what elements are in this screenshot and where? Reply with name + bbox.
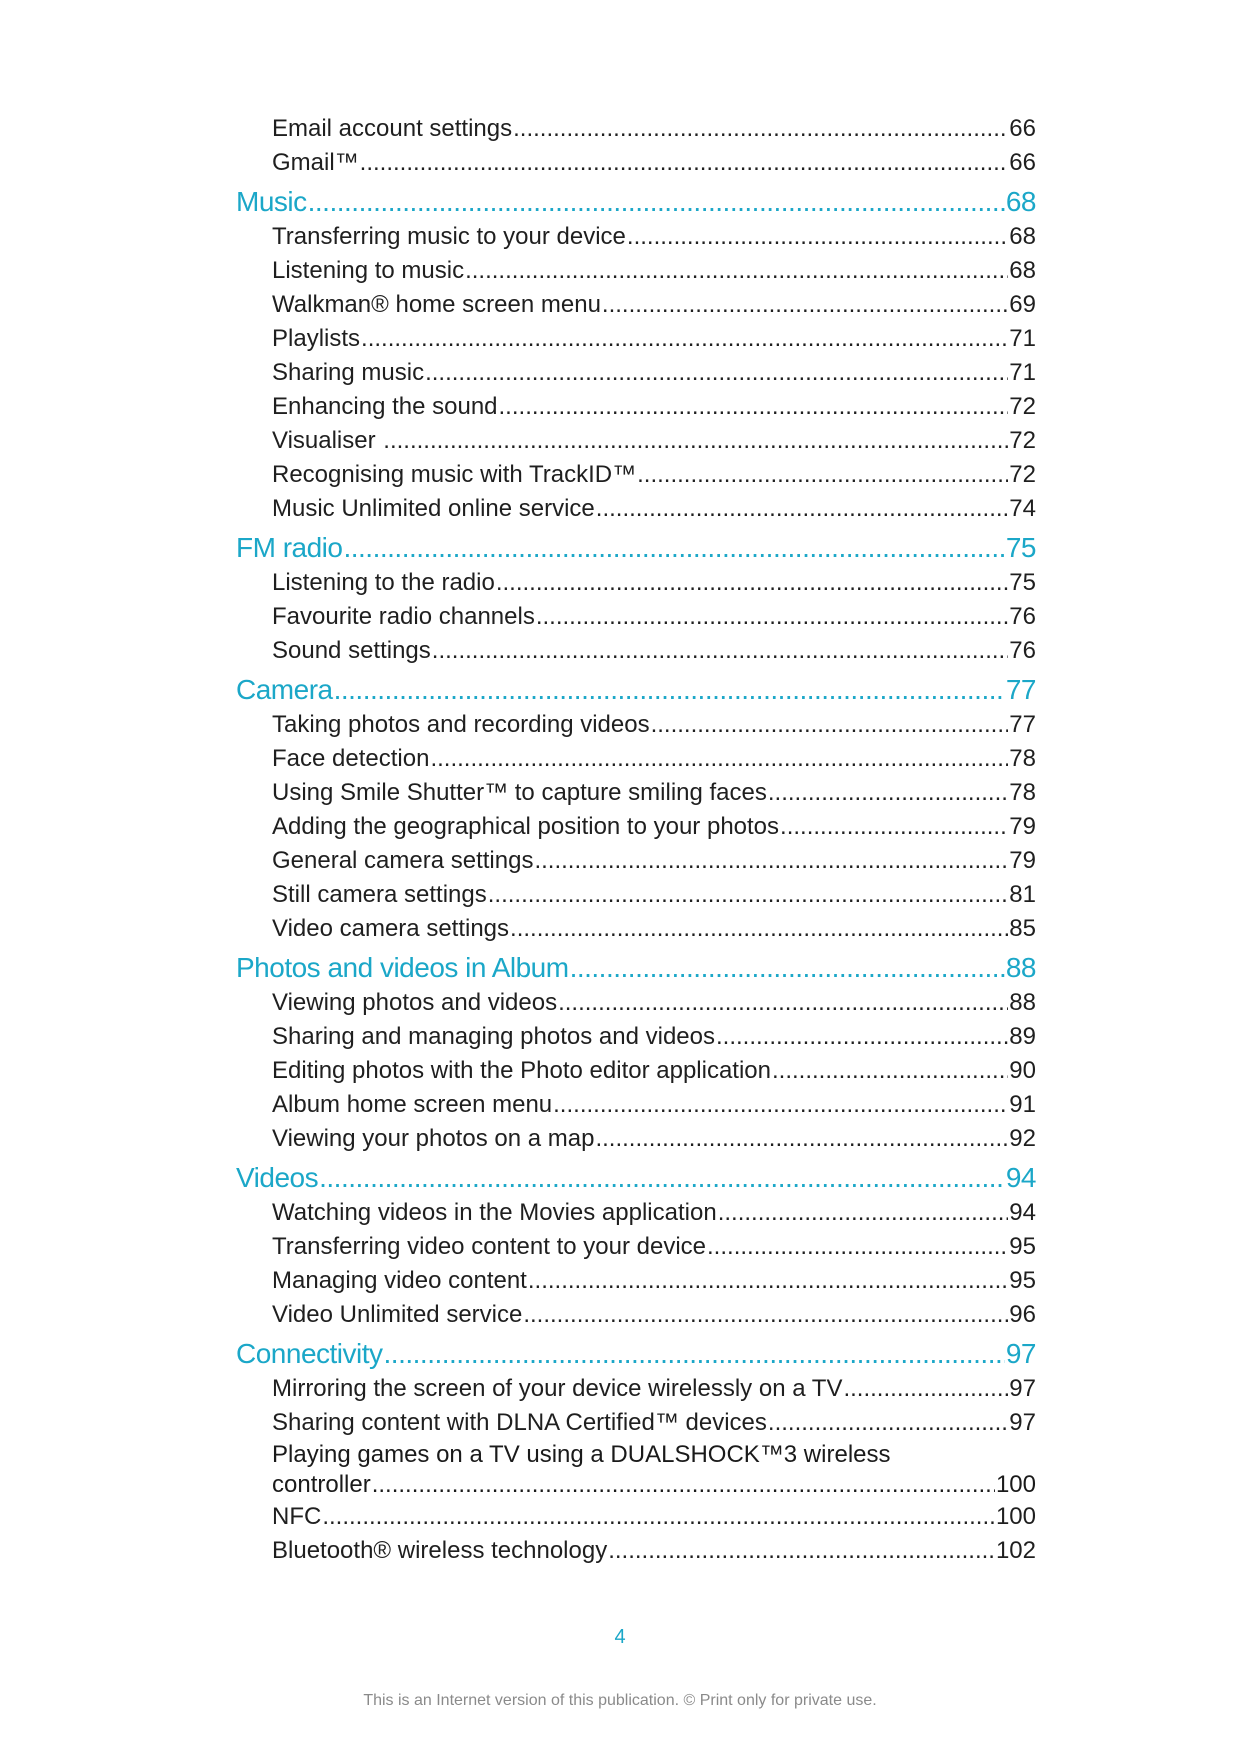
toc-section-connectivity[interactable]: [236, 1336, 1036, 1372]
toc-section-album[interactable]: [236, 950, 1036, 986]
dot-leader: [536, 600, 1008, 634]
toc-entry[interactable]: [236, 254, 1036, 288]
toc-entry-gmail[interactable]: [236, 146, 1036, 180]
toc-entry-page: 74: [1009, 495, 1036, 522]
toc-section-page: 68: [1005, 186, 1036, 217]
toc-entry-title: Still camera settings: [272, 881, 487, 908]
toc-entry-page: 91: [1009, 1091, 1036, 1118]
dot-leader: [768, 1406, 1008, 1440]
toc-entry-title: Sharing music: [272, 359, 425, 386]
toc-entry[interactable]: [236, 1372, 1036, 1406]
toc-entry-title: Taking photos and recording videos: [272, 711, 650, 738]
toc-entry-page: 79: [1009, 847, 1036, 874]
toc-entry-page: 77: [1009, 711, 1036, 738]
toc-entry-page: 95: [1009, 1233, 1036, 1260]
toc-entry-page: 85: [1009, 915, 1036, 942]
dot-leader: [510, 912, 1008, 946]
footer-notice: This is an Internet version of this publication. © Print only for private use.: [363, 1692, 877, 1709]
dot-leader: [496, 566, 1008, 600]
toc-entry-page: 79: [1009, 813, 1036, 840]
dot-leader: [528, 1264, 1008, 1298]
dot-leader: [707, 1230, 1008, 1264]
dot-leader: [361, 322, 1008, 356]
toc-entry[interactable]: [236, 810, 1036, 844]
toc-entry-page: 100: [995, 1471, 1036, 1498]
table-of-contents: [236, 112, 1036, 1568]
toc-entry-page: 66: [1009, 115, 1036, 142]
dot-leader: [718, 1196, 1009, 1230]
toc-entry-page: 75: [1009, 569, 1036, 596]
toc-entry[interactable]: [236, 322, 1036, 356]
toc-entry-page: 71: [1009, 359, 1036, 386]
dot-leader: [716, 1020, 1008, 1054]
toc-section-page: 94: [1005, 1162, 1036, 1193]
toc-entry-title: Favourite radio channels: [272, 603, 535, 630]
toc-section-title: Videos: [236, 1162, 319, 1193]
toc-section-title: Photos and videos in Album: [236, 952, 569, 983]
toc-entry[interactable]: [236, 776, 1036, 810]
dot-leader: [843, 1372, 1008, 1406]
toc-entry-title: Viewing your photos on a map: [272, 1125, 595, 1152]
toc-entry-title: Sharing and managing photos and videos: [272, 1023, 715, 1050]
toc-entry[interactable]: [236, 1500, 1036, 1534]
dot-leader: [637, 458, 1008, 492]
toc-section-music[interactable]: [236, 184, 1036, 220]
toc-entry-page: 72: [1009, 461, 1036, 488]
toc-entry-wrapped[interactable]: [236, 1440, 1036, 1500]
toc-section-page: 77: [1005, 674, 1036, 705]
toc-entry-page: 76: [1009, 637, 1036, 664]
dot-leader: [372, 1470, 995, 1500]
toc-entry-title: Email account settings: [272, 115, 513, 142]
toc-entry-title-line2: controller: [272, 1471, 371, 1498]
toc-entry-title: Gmail™: [272, 149, 359, 176]
toc-entry-page: 78: [1009, 779, 1036, 806]
toc-entry-title: Listening to music: [272, 257, 465, 284]
toc-entry-title: Playlists: [272, 325, 361, 352]
toc-entry-title: Editing photos with the Photo editor application: [272, 1057, 771, 1084]
toc-entry[interactable]: [236, 566, 1036, 600]
dot-leader: [343, 530, 1004, 566]
toc-entry-page: 71: [1009, 325, 1036, 352]
dot-leader: [384, 1336, 1005, 1372]
dot-leader: [432, 634, 1009, 668]
dot-leader: [595, 1122, 1008, 1156]
toc-entry-title: Walkman® home screen menu: [272, 291, 601, 318]
toc-entry-title: Recognising music with TrackID™: [272, 461, 637, 488]
toc-entry-page: 72: [1009, 393, 1036, 420]
toc-entry[interactable]: [236, 424, 1036, 458]
toc-entry-page: 72: [1009, 427, 1036, 454]
dot-leader: [513, 112, 1008, 146]
dot-leader: [383, 424, 1008, 458]
dot-leader: [334, 672, 1005, 708]
toc-entry-page: 88: [1009, 989, 1036, 1016]
dot-leader: [608, 1534, 995, 1568]
dot-leader: [308, 184, 1005, 220]
toc-entry-page: 92: [1009, 1125, 1036, 1152]
toc-entry-title: Watching videos in the Movies application: [272, 1199, 717, 1226]
toc-section-title: FM radio: [236, 532, 343, 563]
toc-entry[interactable]: [236, 1264, 1036, 1298]
toc-entry[interactable]: [236, 288, 1036, 322]
dot-leader: [465, 254, 1008, 288]
toc-entry[interactable]: [236, 492, 1036, 526]
toc-entry-title: Sharing content with DLNA Certified™ devices: [272, 1409, 767, 1436]
toc-entry-title: NFC: [272, 1503, 322, 1530]
toc-entry[interactable]: [236, 458, 1036, 492]
toc-entry[interactable]: [236, 986, 1036, 1020]
toc-entry[interactable]: [236, 912, 1036, 946]
toc-entry-page: 90: [1009, 1057, 1036, 1084]
dot-leader: [319, 1160, 1005, 1196]
toc-entry-title: Using Smile Shutter™ to capture smiling faces: [272, 779, 767, 806]
toc-entry-title: Listening to the radio: [272, 569, 495, 596]
toc-section-page: 75: [1005, 532, 1036, 563]
toc-entry-page: 94: [1009, 1199, 1036, 1226]
toc-entry[interactable]: [236, 1088, 1036, 1122]
page-number: 4: [614, 1626, 626, 1648]
toc-entry[interactable]: [236, 600, 1036, 634]
dot-leader: [627, 220, 1008, 254]
toc-entry-title: Visualiser: [272, 427, 383, 454]
toc-entry-page: 96: [1009, 1301, 1036, 1328]
toc-entry-title: Face detection: [272, 745, 430, 772]
toc-entry-title: Mirroring the screen of your device wirelessly on a TV: [272, 1375, 843, 1402]
toc-entry[interactable]: [236, 1298, 1036, 1332]
dot-leader: [558, 986, 1008, 1020]
toc-entry-page: 68: [1009, 257, 1036, 284]
toc-entry-page: 68: [1009, 223, 1036, 250]
toc-entry-title-line1: Playing games on a TV using a DUALSHOCK™3 wireless: [272, 1441, 891, 1468]
toc-section-page: 88: [1005, 952, 1036, 983]
toc-entry-title: Managing video content: [272, 1267, 527, 1294]
dot-leader: [768, 776, 1008, 810]
toc-entry-page: 89: [1009, 1023, 1036, 1050]
toc-entry[interactable]: [236, 634, 1036, 668]
toc-section-videos[interactable]: [236, 1160, 1036, 1196]
toc-entry-email-account-settings[interactable]: [236, 112, 1036, 146]
toc-entry-title: Adding the geographical position to your photos: [272, 813, 780, 840]
dot-leader: [360, 146, 1009, 180]
dot-leader: [602, 288, 1008, 322]
toc-entry-title: General camera settings: [272, 847, 534, 874]
dot-leader: [322, 1500, 995, 1534]
toc-section-camera[interactable]: [236, 672, 1036, 708]
dot-leader: [534, 844, 1008, 878]
toc-entry-title: Video Unlimited service: [272, 1301, 523, 1328]
toc-entry-title: Transferring video content to your device: [272, 1233, 707, 1260]
toc-entry[interactable]: [236, 1406, 1036, 1440]
dot-leader: [499, 390, 1009, 424]
toc-entry-page: 76: [1009, 603, 1036, 630]
toc-entry[interactable]: [236, 844, 1036, 878]
toc-section-title: Connectivity: [236, 1338, 383, 1369]
toc-entry-title: Album home screen menu: [272, 1091, 553, 1118]
toc-entry[interactable]: [236, 390, 1036, 424]
toc-entry[interactable]: [236, 708, 1036, 742]
toc-entry-title: Viewing photos and videos: [272, 989, 558, 1016]
toc-entry-title: Video camera settings: [272, 915, 510, 942]
toc-entry[interactable]: [236, 356, 1036, 390]
toc-entry[interactable]: [236, 1020, 1036, 1054]
toc-entry-title: Music Unlimited online service: [272, 495, 595, 522]
dot-leader: [651, 708, 1009, 742]
toc-entry-page: 100: [995, 1503, 1036, 1530]
toc-section-title: Camera: [236, 674, 333, 705]
toc-entry-title: Bluetooth® wireless technology: [272, 1537, 608, 1564]
toc-entry[interactable]: [236, 742, 1036, 776]
toc-section-page: 97: [1005, 1338, 1036, 1369]
dot-leader: [430, 742, 1008, 776]
toc-entry[interactable]: [236, 220, 1036, 254]
toc-entry-page: 97: [1009, 1409, 1036, 1436]
toc-entry[interactable]: [236, 1122, 1036, 1156]
toc-entry-page: 66: [1009, 149, 1036, 176]
toc-entry-page: 81: [1009, 881, 1036, 908]
toc-entry[interactable]: [236, 1054, 1036, 1088]
dot-leader: [772, 1054, 1008, 1088]
dot-leader: [523, 1298, 1008, 1332]
toc-section-title: Music: [236, 186, 307, 217]
dot-leader: [488, 878, 1009, 912]
dot-leader: [570, 950, 1005, 986]
toc-entry[interactable]: [236, 1534, 1036, 1568]
toc-section-fm-radio[interactable]: [236, 530, 1036, 566]
toc-entry-page: 102: [995, 1537, 1036, 1564]
toc-entry[interactable]: [236, 1196, 1036, 1230]
toc-entry-title: Sound settings: [272, 637, 431, 664]
dot-leader: [425, 356, 1008, 390]
toc-entry-page: 78: [1009, 745, 1036, 772]
dot-leader: [553, 1088, 1008, 1122]
toc-entry[interactable]: [236, 878, 1036, 912]
dot-leader: [596, 492, 1009, 526]
toc-entry-title: Transferring music to your device: [272, 223, 626, 250]
dot-leader: [780, 810, 1008, 844]
toc-entry-page: 69: [1009, 291, 1036, 318]
toc-entry[interactable]: [236, 1230, 1036, 1264]
toc-entry-page: 95: [1009, 1267, 1036, 1294]
toc-entry-page: 97: [1009, 1375, 1036, 1402]
toc-entry-title: Enhancing the sound: [272, 393, 498, 420]
